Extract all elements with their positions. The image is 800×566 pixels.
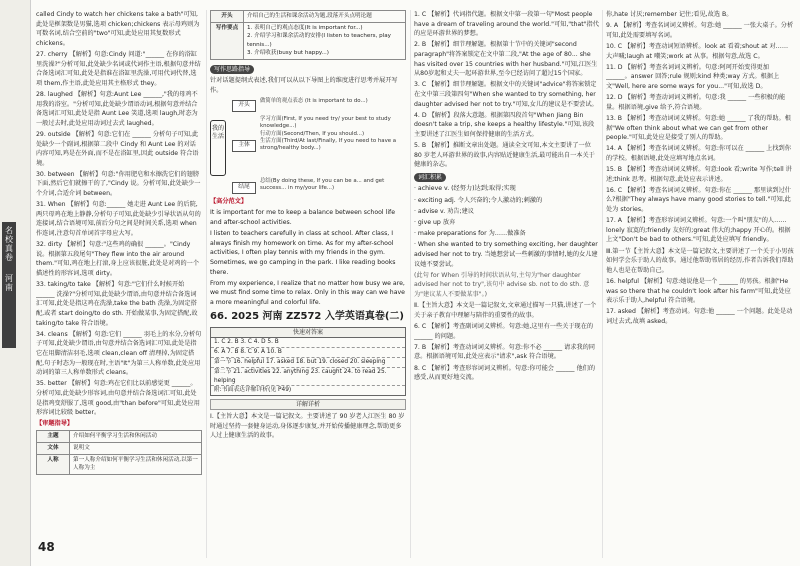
grammar-note: (此句 for When 引导的时间状语从句,主句为"her daughter advised her not to try",该句中 advise sb. not to do sth. 意为"建议某人不要做某事"。) <box>414 271 590 298</box>
page-number: 48 <box>38 540 55 554</box>
table-row: 人称 第一人称介绍如何平衡学习生活和休闲活动,以第一人称为主 <box>37 454 202 474</box>
table-row: 主题 介绍如何平衡学习生活和休闲活动 <box>37 431 202 443</box>
quick-answer-title: 快速对答案 <box>211 328 405 338</box>
text-line: 32. dirty 【解析】句意:"这些鸡的确很 ______。"Cindy 说。根据第五段尾句"They flew into the air around them."可知,鸡在地上打滚,身上应该很脏,此处是对鸡的一个描述性的形容词,选项 dirty。 <box>36 241 200 277</box>
guide-badge: 写作思路指导 <box>210 65 254 74</box>
vocab-item: · give up 放弃 <box>414 219 456 227</box>
text-line: 4. D 【解析】段落大意题。根据第四段首句"When Jiang Bin doesn't take a trip, she keeps a healthy lifestyle."可知,该段主要讲述了江医生如何保持健康的生活方式。 <box>414 111 595 138</box>
column-2 <box>210 10 406 558</box>
text-line: 15. B 【解析】考查动词词义辨析。句意:look 看;write 写作;tell 讲述;think 思考。根据句意,此处应表示讲述。 <box>606 166 792 183</box>
text-line: 16. helpful 【解析】句意:她说他是一个 ______ 的男孩。根据"He was so there that he couldn't look after his farm"可知,此处应表示乐于助人,helpful 符合语境。 <box>606 277 791 305</box>
vocab-item: · When she wanted to try something exciting, her daughter advised her not to try. 当她想尝试一些刺激的事情时,她的女儿建议她不要尝试。 <box>414 241 598 268</box>
column-1 <box>36 10 202 538</box>
text-line: 17. asked 【解析】考查动词。句意:他 ______ 一个问题。此处是动词过去式,故填 asked。 <box>606 308 793 325</box>
vocab-item: · make preparations for 为……做准备 <box>414 230 526 238</box>
text-line: 2. B 【解析】细节理解题。根据第十节中的关键词"second paragraph"将答案锁定在文中第二段,"At the age of 80... she has visited over 15 countries with her husband."可知,江医生从80岁起和丈夫一起环游世界,至今已经访问了超过15个国家。 <box>414 41 598 78</box>
text-line: 31. When 【解析】句意:______ 她走进 Aunt Lee 的后院,两只母鸡在地上静静,分析句子可知,此处缺少引导状语从句的连接词,结合语境可知,前后分句之间是时间关系,选项 when 作连词,注意句首单词首字母应大写。 <box>36 201 201 238</box>
guide-text: 针对话题提纲式表述,我们可以从以下导图上的维度进行思考并展开写作。 <box>210 76 398 94</box>
section-summary: Ⅲ.第一节【主旨大意】本文是一篇记叙文,主要讲述了一个关于小男孩如何学会乐于助人的故事。通过他帮助邻居的经历,作者告诉我们帮助他人也是在帮助自己。 <box>606 247 794 274</box>
table-row: 文体 说明文 <box>37 443 202 455</box>
answer-row: 第一节 16. helpful 17. asked 18. but 19. closed 20. sleeping <box>211 358 405 368</box>
mind-map-text: 学习方面(First, If you need try/ your best to study knowledge...) 行动方面(Second/Then, If you should...) 生活方面(Third/At last/Finally, If you need to have a strong/healthy body...) <box>260 116 397 151</box>
vocab-item: · achieve v. (经努力)达到;取得;实现 <box>414 185 516 193</box>
mind-map-node: 结尾 <box>232 182 256 194</box>
text-line: 你,hate 讨厌;remember 记住;看见,故选 B。 <box>606 11 733 18</box>
guide-table <box>36 430 202 474</box>
side-tab-label-2: 河南 <box>5 274 13 292</box>
text-line: called Cindy to watch her chickens take a bath"可知,此处是框架数是男猫,选项 chicken;chickens 表示母鸡则为可数名词,结合空前的"two"可知,此处应用其复数形式 chickens。 <box>36 11 200 47</box>
model-essay-paragraph: I listen to teachers carefully in class at school. After class, I always finish my homework on time. As for my after-school activities, I often play tennis with my friends in the gym. Sometimes, we go camping in the park. I like reading books there. <box>210 230 396 276</box>
column-divider <box>410 10 411 558</box>
text-line: 10. C 【解析】考查动词短语辨析。look at 看着;shout at 对……大声喊;laugh at 嘲笑;work at 从事。根据句意,故选 C。 <box>606 42 789 60</box>
exam-title <box>210 310 406 324</box>
text-line: 28. laughed 【解析】句意:Aunt Lee ______,"我的母鸡不用我的浴室。"分析可知,此处缺少谓语动词,根据句意并结合备选词汇可知,此处是指 Aunt Lee 笑道,选项 laugh,时态为一般过去时,此处应用动词过去式 laughed。 <box>36 90 198 127</box>
mind-map <box>210 98 406 194</box>
column-4 <box>606 10 794 558</box>
section-label: 【审题指导】 <box>36 420 74 428</box>
text-line: 8. C 【解析】考查形容词词义辨析。句意:你可能会 ______ 他们的感受,从而更好地交流。 <box>414 364 596 382</box>
table-row: 开头 介绍自己的生活和课余活动为题,段落开头点明论题 <box>211 11 406 23</box>
text-line: 3. C 【解析】细节理解题。根据文中的关键词"advice"将答案锁定在文中第三段第四句"When she wanted to try something, her daughter advised her not to try."可知,女儿的建议是不要尝试。 <box>414 81 598 108</box>
text-line: 29. outside 【解析】句意:它们在 ______ 分析句子可知,此处缺少一个副词,根据第二段中 Cindy 和 Aunt Lee 的对话内容可知,鸡是在外面,而不是在浴缸里,因此 outside 符合语境。 <box>36 130 199 167</box>
text-line: 35. better 【解析】句意:鸡在它们比以前感觉更 ______。分析可知,此处缺少形容词,由句意并结合备选词汇可知,此处是指鸡变舒服了,选项 good,由"than before"可知,此处应用形容词比较级 better。 <box>36 380 200 417</box>
column-divider <box>206 10 207 558</box>
text-line: 16. C 【解析】考查名词词义辨析。句意:你在 ______ 那里读到过什么?根据"They always have many good stories to tell."可知,此处为 stories。 <box>606 186 791 214</box>
mind-map-node: 开头 <box>232 100 256 112</box>
text-line: 13. B 【解析】考查动词词义辨析。句意:她 ______ 了我的帮助。根据"We often think about what we can get from other people."可知,此处应是接受了别人的帮助。 <box>606 114 791 142</box>
text-line: 7. B 【解析】考查动词词义辨析。句意:你不必 ______ 请求我的同意。根据语境可知,此处应表示"请求",ask 符合语境。 <box>414 343 595 361</box>
table-row: 写作要点 1. 表明自己的观点态度(It is important for...) 2. 介绍学习和课余活动的安排(I listen to teachers, play tennis...) 3. 介绍收获(busy but happy...) <box>211 22 406 59</box>
answer-note: 附:书面表达详解详析(见 P49) <box>214 387 292 394</box>
model-label: 【高分范文】 <box>210 198 248 206</box>
column-divider <box>602 10 603 558</box>
explain-text: Ⅰ.【主旨大意】本文是一篇记叙文。主要讲述了 90 岁老人江医生 80 岁时通过坚持一套健身运动,身体逐步康复,并开始传播健康理念,帮助更多人过上健康生活的故事。 <box>210 413 405 440</box>
side-tab <box>2 222 16 348</box>
section-summary: Ⅱ.【主旨大意】本文是一篇记叙文,文章通过描写一只猫,讲述了一个关于亲子教育中理解与陪伴的重要性的故事。 <box>414 302 597 319</box>
text-line: 34. cleans 【解析】句意:它们 ______ 羽毛上的水分,分析句子可知,此处缺少谓语,由句意并结合备选词汇可知,此处是指它在用脚清洁羽毛,选项 clean,clean off 清理掉,为固定搭配,句子时态为一般现在时,主语"It"为第三人称单数,此处应用动词的第三人称单数形式 cleans。 <box>36 330 202 377</box>
mind-map-node: 主体 <box>232 140 256 152</box>
quick-answer-box <box>210 327 406 396</box>
exam-number: 66. <box>210 311 228 323</box>
text-line: 30. between 【解析】句意:"你用肥皂和水擦洗它们的翅膀下面,然后它们就擦干的了,"Cindy 说。分析可知,此处缺少一个介词,合适介词 between。 <box>36 170 201 198</box>
exam-name: 2025 河南 ZZ572 入学英语真卷(二) <box>231 311 404 323</box>
mind-map-text: 做简单的观点表态 (It is important to do...) <box>260 98 368 105</box>
vocab-badge: 词汇积累 <box>414 173 446 182</box>
answer-row: 1. C 2. B 3. C 4. D 5. B <box>211 338 405 348</box>
answer-row: 第二节 21. activities 22. anything 23. caught 24. to read 25. helping <box>211 368 405 387</box>
text-line: 11. D 【解析】考查名词词义辨析。句意:阿珂开始变得更加 ______。answer 回答;rule 规则;kind 种类;way 方式。根据上文"Well, here are some ways for you..."可知,故选 D。 <box>606 63 780 90</box>
writing-outline-table <box>210 10 406 60</box>
mind-map-center: 我的生活 <box>210 120 226 176</box>
text-line: 5. B 【解析】推断文章出处题。通读全文可知,本文主要讲了一位 80 岁老人环游世界的故事,内容贴近健康生活,最可能出自一本关于健康的杂志。 <box>414 142 595 169</box>
explain-title: 详解详析 <box>210 399 406 410</box>
text-line: 12. D 【解析】考查动词词义辨析。句意:我 ______ 一些积极的能量。根据语境,give 给予,符合语境。 <box>606 94 786 111</box>
text-line: 6. C 【解析】考查副词词义辨析。句意:她,这里有一些关于现在的 ______ 的问题。 <box>414 322 594 340</box>
model-essay-paragraph: From my experience, I realize that no matter how busy we are, we must find some time to relax. Only in this way can we have a more meaningful and colorful life. <box>210 279 405 306</box>
text-line: 1. C 【解析】代词指代题。根据文中第一段第一句"Most people have a dream of traveling around the world."可知,"that"指代的应是环游世界的梦想。 <box>414 11 599 38</box>
answer-row: 6. A 7. B 8. C 9. A 10. B <box>211 348 405 358</box>
column-3 <box>414 10 600 558</box>
text-line: 17. A 【解析】考查形容词词义辨析。句意:一个叫"朋友"的人……lonely 寂寞的;friendly 友好的;great 伟大的;happy 开心的。根据上文"Don't be bad to others."可知,此处应填写 friendly。 <box>606 217 791 244</box>
vocab-item: · exciting adj. 令人兴奋的;令人激动的;刺激的 <box>414 196 543 204</box>
text-line: 9. A 【解析】考查名词词义辨析。句意:她 ______ 一张大桌子。分析可知,此处需要填写名词。 <box>606 22 794 39</box>
text-line: 14. A 【解析】考查名词词义辨析。句意:你可以在 ______ 上找到你的学校。根据语境,此处应填写地点名词。 <box>606 145 791 162</box>
vocab-item: · advise v. 劝告;建议 <box>414 207 474 215</box>
mind-map-text: 总结(By doing these, If you can be a... and get success... in my/your life...) <box>260 178 385 192</box>
text-line: 33. taking/to take 【解析】句意:"它们什么时候开始 ______ 洗澡?"分析可知,此处缺少谓语,由句意并结合备选词汇可知,此处是指这鸡在洗澡,take the bath 洗澡,为固定搭配,或者 start doing/to do sth. 开始做某事,为固定搭配,故 taking/to take 符合语境。 <box>36 281 198 327</box>
side-tab-label-1: 名校真卷 <box>5 226 13 262</box>
text-line: 27. cherry 【解析】句意:Cindy 问道:"______ 在你的浴缸里洗澡?"分析可知,此处缺少名词或代词作主语,根据句意并结合备选词汇可知,此处是指谁在浴缸里洗澡,可用代词代替,选项 them,作主语,此处应用其主格形式 they。 <box>36 50 201 87</box>
model-essay-paragraph: It is important for me to keep a balance between school life and after-school activities. <box>210 209 396 226</box>
